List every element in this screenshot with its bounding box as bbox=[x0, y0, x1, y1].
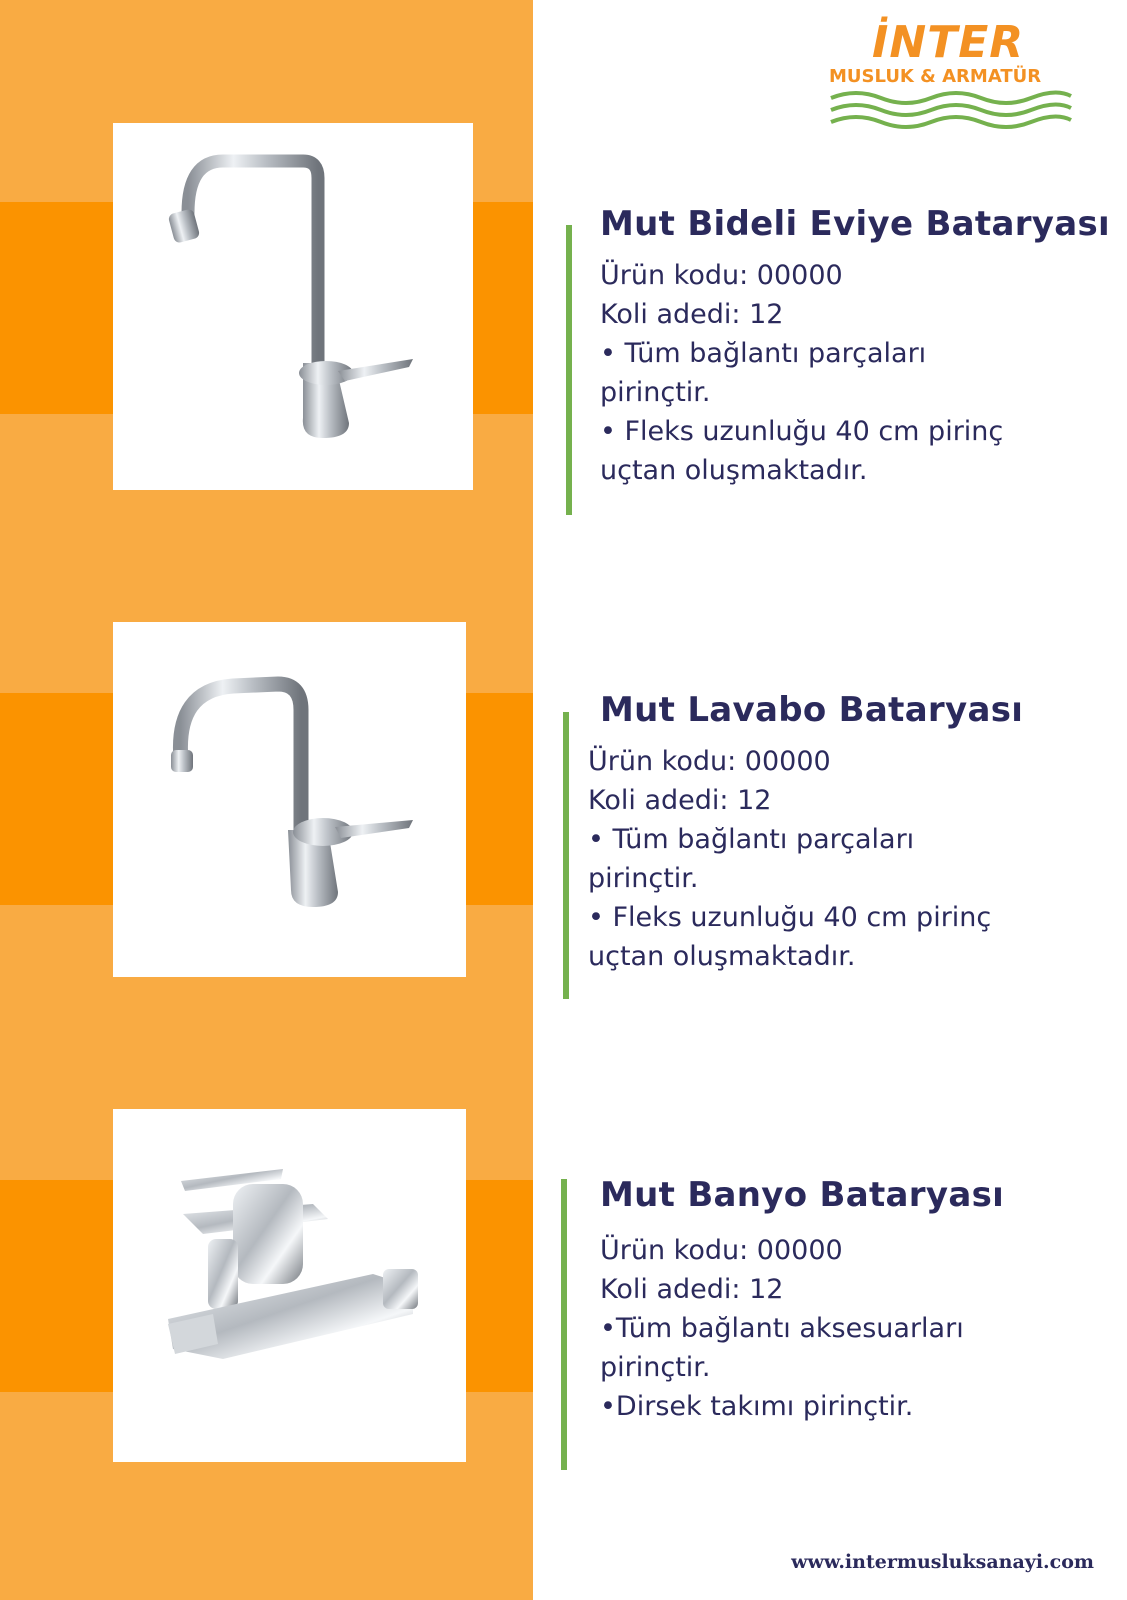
product-code: Ürün kodu: 00000 bbox=[600, 1235, 843, 1266]
product-feature: • Tüm bağlantı parçaları bbox=[588, 824, 915, 855]
faucet-2-image bbox=[113, 622, 466, 977]
product-feature: uçtan oluşmaktadır. bbox=[588, 941, 856, 972]
product-feature: • Fleks uzunluğu 40 cm pirinç bbox=[600, 416, 1004, 447]
product-code: Ürün kodu: 00000 bbox=[600, 260, 843, 291]
product-title: Mut Banyo Bataryası bbox=[600, 1175, 1005, 1215]
faucet-3-image bbox=[113, 1109, 466, 1462]
product-title: Mut Lavabo Bataryası bbox=[600, 690, 1024, 730]
product-feature: pirinçtir. bbox=[588, 863, 699, 894]
product-feature: pirinçtir. bbox=[600, 377, 711, 408]
product-code: Ürün kodu: 00000 bbox=[588, 746, 831, 777]
product-feature: •Dirsek takımı pirinçtir. bbox=[600, 1391, 914, 1422]
product-1 bbox=[600, 204, 1110, 490]
product-qty: Koli adedi: 12 bbox=[600, 299, 784, 330]
brand-tagline: MUSLUK & ARMATÜR bbox=[829, 66, 1042, 87]
product-photo-3 bbox=[113, 1109, 466, 1462]
product-photo-2 bbox=[113, 622, 466, 977]
product-feature: •Tüm bağlantı aksesuarları bbox=[600, 1313, 964, 1344]
product-qty: Koli adedi: 12 bbox=[588, 785, 772, 816]
website-link[interactable]: www.intermusluksanayi.com bbox=[791, 1551, 1094, 1573]
product-photo-1 bbox=[113, 123, 473, 490]
product-feature: • Fleks uzunluğu 40 cm pirinç bbox=[588, 902, 992, 933]
brand-logo bbox=[826, 18, 1076, 133]
product-3 bbox=[600, 1175, 1004, 1426]
product-2 bbox=[588, 690, 1023, 976]
product-title: Mut Bideli Eviye Bataryası bbox=[600, 204, 1110, 244]
accent-bar-1 bbox=[566, 225, 572, 515]
faucet-1-image bbox=[113, 123, 473, 490]
accent-bar-2 bbox=[563, 712, 569, 999]
product-feature: • Tüm bağlantı parçaları bbox=[600, 338, 927, 369]
product-feature: uçtan oluşmaktadır. bbox=[600, 455, 868, 486]
brand-name: İNTER bbox=[872, 17, 1025, 68]
wave-icon bbox=[826, 88, 1076, 133]
product-qty: Koli adedi: 12 bbox=[600, 1274, 784, 1305]
product-feature: pirinçtir. bbox=[600, 1352, 711, 1383]
accent-bar-3 bbox=[561, 1179, 567, 1470]
